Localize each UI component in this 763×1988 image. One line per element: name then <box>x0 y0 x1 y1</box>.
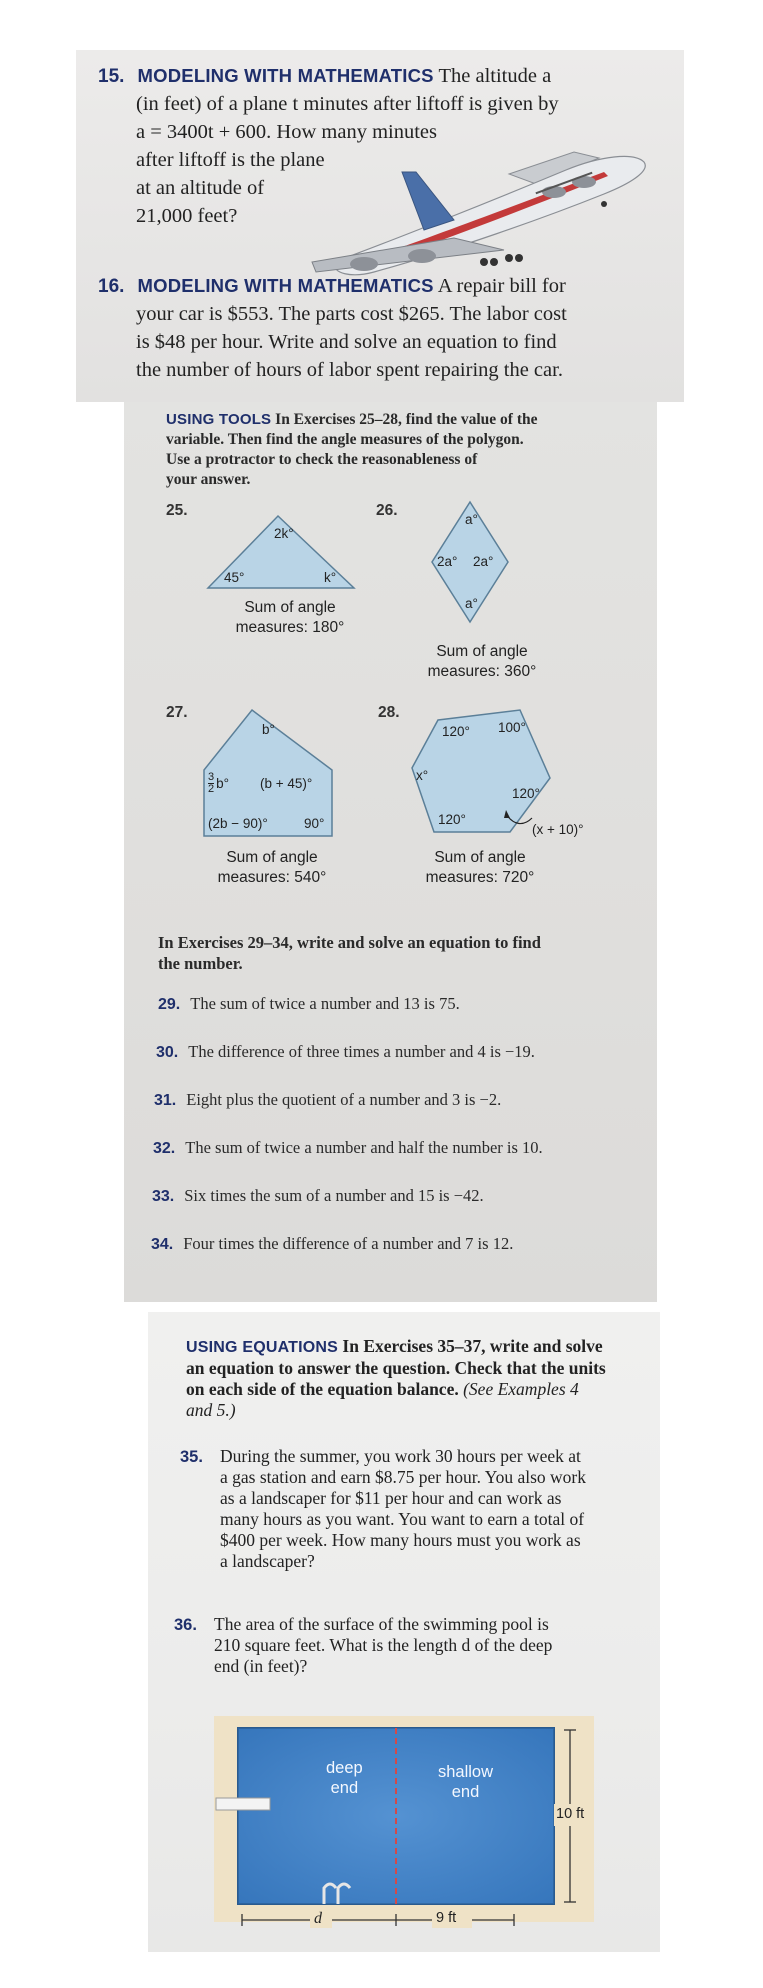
exercise-36-text <box>214 1614 644 1677</box>
using-tools-instructions <box>166 410 646 490</box>
exercise-text-line: the number of hours of labor spent repairing the car. <box>136 359 563 381</box>
sum-label-line: Sum of angle <box>436 643 528 660</box>
angle-label: 45° <box>224 570 245 585</box>
angle-label: 120° <box>512 786 540 801</box>
exercise-text-line: $400 per week. How many hours must you work as <box>220 1530 581 1550</box>
exercise-text-line: 210 square feet. What is the length d of the deep <box>214 1635 553 1655</box>
see-examples: and 5.) <box>186 1400 236 1420</box>
exercise-number: 30. <box>156 1044 179 1061</box>
exercise-text-line: your car is $553. The parts cost $265. The labor cost <box>136 303 567 325</box>
airplane-engine <box>350 257 378 271</box>
sum-label-line: Sum of angle <box>226 849 318 866</box>
airplane-engine <box>408 249 436 263</box>
exercise-text-line: after liftoff is the plane <box>136 149 325 171</box>
angle-label: b° <box>216 776 230 791</box>
sum-of-angles-label <box>412 642 552 682</box>
angle-label: a° <box>465 596 478 611</box>
exercise-text-line: at an altitude of <box>136 177 265 199</box>
section-heading: USING EQUATIONS <box>186 1339 339 1356</box>
exercise-text-line: The altitude a <box>438 65 552 87</box>
deep-end-label <box>326 1758 363 1798</box>
width-label: 10 ft <box>556 1806 585 1822</box>
photo-exercises-25-34 <box>124 402 657 1302</box>
instruction-line: In Exercises 25–28, find the value of the <box>275 411 538 428</box>
see-examples: (See Examples 4 <box>463 1379 579 1399</box>
exercise-35 <box>180 1446 203 1468</box>
exercise-number: 27. <box>166 704 188 721</box>
shallow-end-label <box>438 1762 493 1802</box>
angle-label: k° <box>324 570 337 585</box>
photo-exercises-35-36 <box>148 1312 660 1952</box>
instruction-line: on each side of the equation balance. <box>186 1379 459 1399</box>
instruction-line: In Exercises 29–34, write and solve an equation to find <box>158 933 541 952</box>
angle-label: (b + 45)° <box>260 776 313 791</box>
instruction-line: an equation to answer the question. Check that the units <box>186 1358 606 1378</box>
exercise-36 <box>174 1614 197 1636</box>
deep-length-label: d <box>314 1910 322 1927</box>
exercise-33 <box>152 1186 484 1206</box>
swimming-pool-diagram <box>214 1716 594 1944</box>
angle-label: 120° <box>438 812 466 827</box>
exercise-number: 15. <box>98 66 125 87</box>
diving-board <box>216 1798 270 1810</box>
photo-exercises-15-16 <box>76 50 684 402</box>
exercise-text-line: During the summer, you work 30 hours per week at <box>220 1446 581 1466</box>
sum-of-angles-label <box>220 598 360 638</box>
angle-label: 120° <box>442 724 470 739</box>
instruction-line: the number. <box>158 954 243 973</box>
exercise-number: 26. <box>376 502 398 519</box>
angle-label: 100° <box>498 720 526 735</box>
exercise-16 <box>98 272 566 301</box>
deep-end-label-line: deep <box>326 1759 363 1777</box>
exercise-number: 25. <box>166 502 188 519</box>
sum-of-angles-label <box>410 848 550 888</box>
exercise-30 <box>156 1042 535 1062</box>
exercise-text: The sum of twice a number and 13 is 75. <box>190 994 460 1013</box>
angle-label: a° <box>465 512 478 527</box>
exercise-text-line: (in feet) of a plane t minutes after liftoff is given by <box>136 93 559 115</box>
sum-label-line: measures: 540° <box>217 869 327 886</box>
angle-label-fraction <box>208 772 229 795</box>
exercise-number: 36. <box>174 1616 197 1634</box>
angle-label: 2k° <box>274 526 294 541</box>
sum-label-line: measures: 180° <box>235 619 345 636</box>
exercise-text-line: 21,000 feet? <box>136 205 238 227</box>
angle-label: (x + 10)° <box>532 822 584 837</box>
exercise-29 <box>158 994 460 1014</box>
exercise-text-line: The area of the surface of the swimming pool is <box>214 1614 549 1634</box>
exercise-34 <box>151 1234 513 1254</box>
exercise-15 <box>98 62 551 91</box>
exercise-number: 32. <box>153 1140 176 1157</box>
angle-label: x° <box>416 768 429 783</box>
angle-label: 2a° <box>473 554 494 569</box>
sum-of-angles-label <box>202 848 342 888</box>
exercise-31 <box>154 1090 501 1110</box>
instruction-line: In Exercises 35–37, write and solve <box>342 1336 603 1356</box>
shallow-end-label-line: shallow <box>438 1763 494 1781</box>
exercise-text-line: end (in feet)? <box>214 1656 308 1676</box>
exercise-number: 34. <box>151 1236 174 1253</box>
shallow-length-label: 9 ft <box>436 1910 457 1926</box>
exercise-text: The sum of twice a number and half the number is 10. <box>185 1138 543 1157</box>
pool-water-shade <box>238 1728 554 1904</box>
exercise-text-line: many hours as you want. You want to earn a total of <box>220 1509 585 1529</box>
exercise-number: 31. <box>154 1092 177 1109</box>
exercise-number: 29. <box>158 996 181 1013</box>
exercise-32 <box>153 1138 543 1158</box>
exercise-text: Eight plus the quotient of a number and 3 is −2. <box>186 1090 502 1109</box>
exercise-text-line: as a landscaper for $11 per hour and can work as <box>220 1488 562 1508</box>
exercise-text-line: a = 3400t + 600. How many minutes <box>136 121 437 143</box>
exercise-heading: MODELING WITH MATHEMATICS <box>137 275 434 296</box>
shallow-end-label-line: end <box>451 1783 480 1801</box>
using-equations-instructions <box>186 1336 646 1421</box>
arrow-pointer <box>504 806 534 830</box>
sum-label-line: Sum of angle <box>434 849 526 866</box>
angle-label: 2a° <box>437 554 458 569</box>
exercise-text-line: A repair bill for <box>437 275 566 297</box>
exercise-number: 35. <box>180 1448 203 1466</box>
exercise-text-line: is $48 per hour. Write and solve an equation to find <box>136 331 557 353</box>
sum-label-line: Sum of angle <box>244 599 336 616</box>
exercise-heading: MODELING WITH MATHEMATICS <box>137 65 434 86</box>
sum-label-line: measures: 360° <box>427 663 537 680</box>
fraction-denominator: 2 <box>208 783 215 795</box>
exercise-text: The difference of three times a number and 4 is −19. <box>188 1042 535 1061</box>
exercise-number: 28. <box>378 704 400 721</box>
sum-label-line: measures: 720° <box>425 869 535 886</box>
angle-label: 90° <box>304 816 325 831</box>
section-heading: USING TOOLS <box>166 411 272 428</box>
instruction-line: your answer. <box>166 471 251 488</box>
exercise-text: Four times the difference of a number and 7 is 12. <box>183 1234 514 1253</box>
fraction-numerator: 3 <box>208 771 215 783</box>
airplane-engine <box>542 186 566 198</box>
exercise-text-line: a gas station and earn $8.75 per hour. You also work <box>220 1467 586 1487</box>
instruction-line: Use a protractor to check the reasonableness of <box>166 451 478 468</box>
deep-end-label-line: end <box>330 1779 359 1797</box>
angle-label: (2b − 90)° <box>208 816 268 831</box>
exercise-number: 16. <box>98 276 125 297</box>
exercise-text-line: a landscaper? <box>220 1551 315 1571</box>
write-solve-instructions <box>158 932 638 974</box>
angle-label: b° <box>262 722 275 737</box>
exercise-text: Six times the sum of a number and 15 is −42. <box>184 1186 484 1205</box>
exercise-number: 33. <box>152 1188 175 1205</box>
exercise-35-text <box>220 1446 650 1572</box>
instruction-line: variable. Then find the angle measures of the polygon. <box>166 431 524 448</box>
airplane-tail <box>402 172 454 230</box>
